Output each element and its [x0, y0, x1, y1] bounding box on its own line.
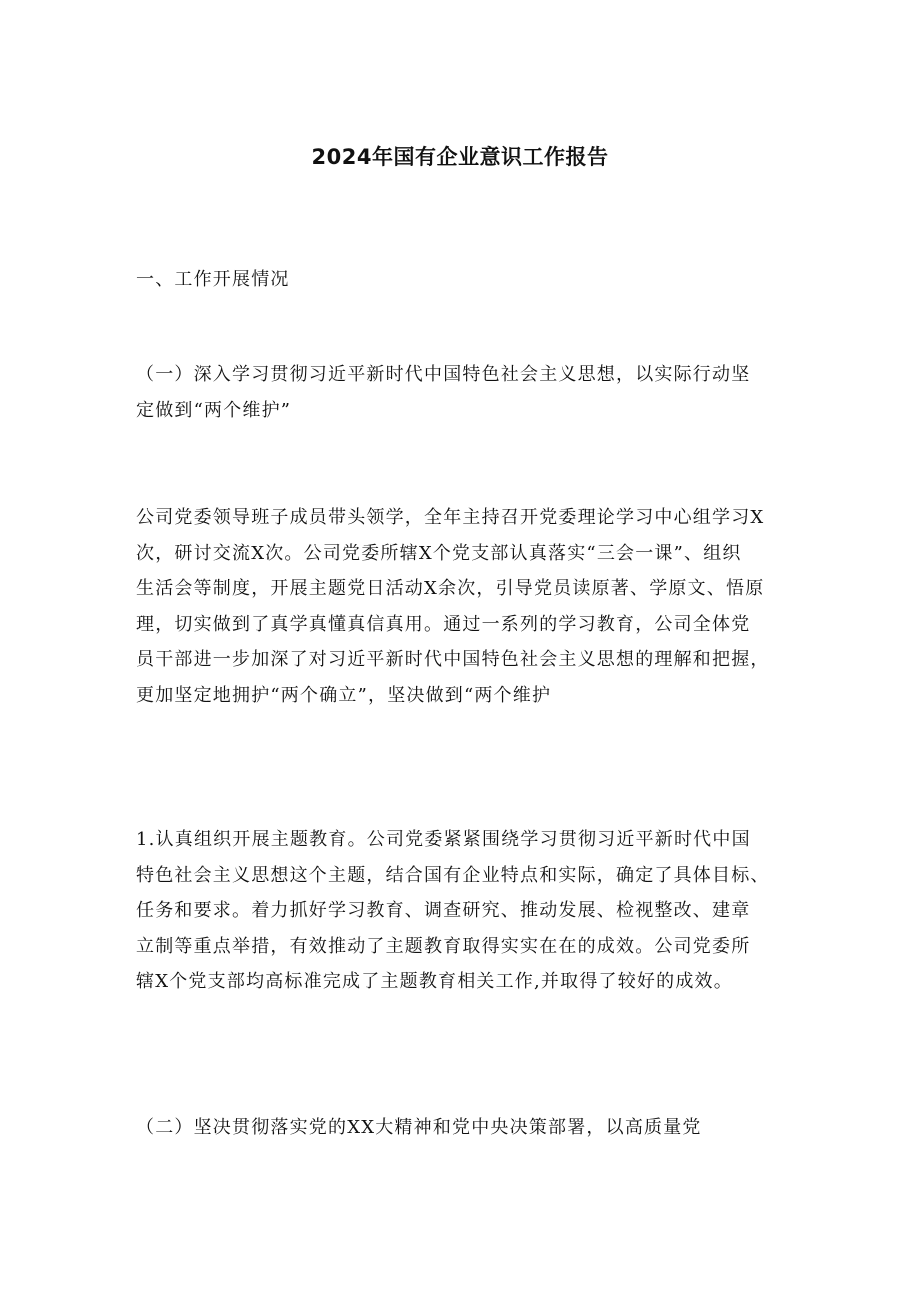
subsection-heading-line: （二）坚决贯彻落实党的XX大精神和党中央决策部署，以高质量党: [136, 1117, 702, 1138]
subsection-heading-2: [136, 1110, 796, 1146]
subsection-heading-line: 定做到“两个维护”: [136, 399, 292, 421]
subsection-heading-line: （一）深入学习贯彻习近平新时代中国特色社会主义思想，以实际行动坚: [136, 364, 751, 385]
section-heading: [136, 262, 796, 298]
paragraph-line: 公司党委领导班子成员带头领学，全年主持召开党委理论学习中心组学习X: [136, 507, 765, 528]
paragraph-line: 特色社会主义思想这个主题，结合国有企业特点和实际，确定了具体目标、: [136, 864, 770, 886]
paragraph-line: 生活会等制度，开展主题党日活动X余次，引导党员读原著、学原文、悟原: [136, 578, 765, 599]
paragraph-line: 辖X个党支部均高标准完成了主题教育相关工作,并取得了较好的成效。: [136, 971, 733, 992]
subsection-heading-1: [136, 357, 796, 428]
paragraph-line: 次，研讨交流X次。公司党委所辖X个党支部认真落实“三会一课”、组织: [136, 542, 742, 564]
paragraph-line: 更加坚定地拥护“两个确立”，坚决做到“两个维护: [136, 684, 552, 706]
paragraph-line: 理，切实做到了真学真懂真信真用。通过一系列的学习教育，公司全体党: [136, 613, 751, 635]
paragraph-line: 1.认真组织开展主题教育。公司党委紧紧围绕学习贯彻习近平新时代中国: [136, 829, 751, 850]
paragraph-1: [136, 500, 796, 713]
document-title: 2024年国有企业意识工作报告: [311, 145, 609, 169]
paragraph-line: 立制等重点举措，有效推动了主题教育取得实实在在的成效。公司党委所: [136, 935, 751, 957]
section-heading-text: 一、工作开展情况: [136, 269, 290, 290]
paragraph-line: 员干部进一步加深了对习近平新时代中国特色社会主义思想的理解和把握，: [136, 649, 770, 670]
paragraph-2: [136, 822, 796, 1000]
paragraph-line: 任务和要求。着力抓好学习教育、调查研究、推动发展、检视整改、建章: [136, 900, 751, 921]
